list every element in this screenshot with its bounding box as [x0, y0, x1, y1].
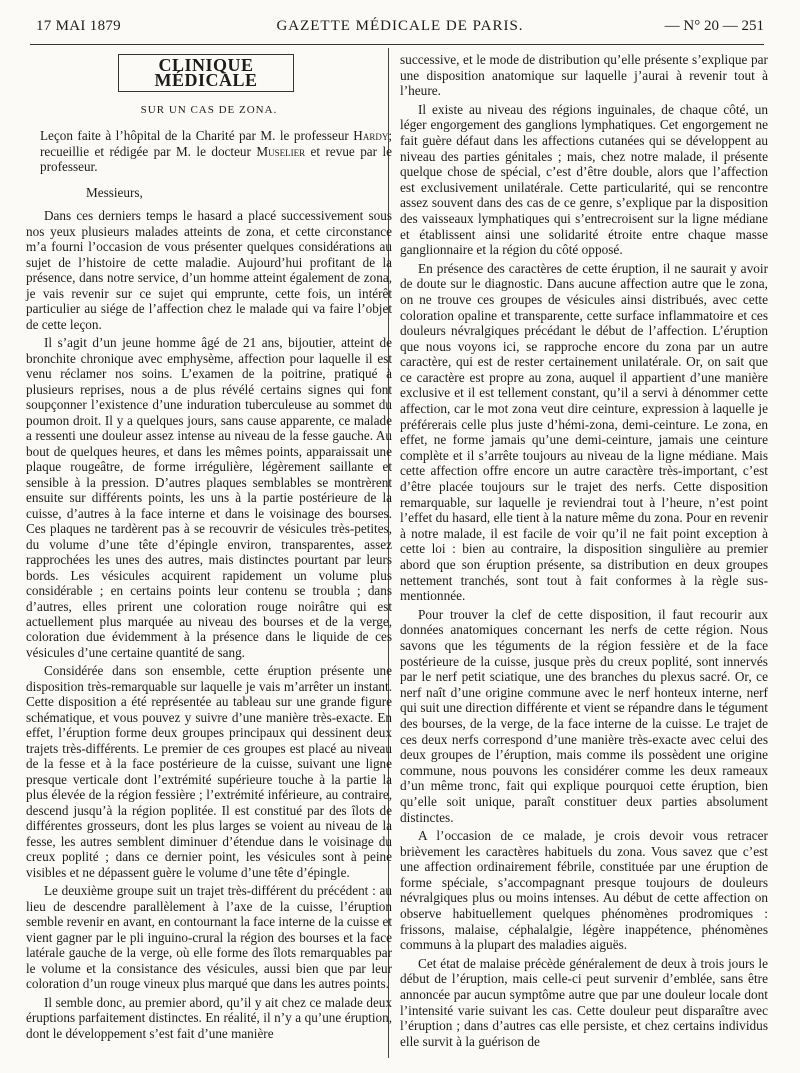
body-paragraph: Le deuxième groupe suit un trajet très-différent du précédent : au lieu de descendre parallèlement à l’axe de la cuisse, l’éruption semble revenir en avant, en contournant la face interne de la cuisse et vient gagner par le pli inguino-crural la région des bourses et la face latérale gauche de la verge, où elle forme des îlots remarquables par le volume et la consistance des vésicules, aussi bien que par leur coloration d’un rouge vineux plus marqué que dans les autres points.: [26, 883, 392, 992]
body-paragraph: Pour trouver la clef de cette disposition, il faut recourir aux données anatomiques concernant les nerfs de cette région. Nous savons que les téguments de la région fessière et de la face postérieure de la cuisse, jusque près du creux poplité, sont innervés par le nerf petit sciatique, une des branches du plexus sacré. Or, ce nerf naît d’une origine commune avec le nerf honteux interne, nerf qui suit une direction différente et vient se répandre dans le tégument des bourses, de la verge, de la face interne de la cuisse. Le trajet de ces deux nerfs correspond d’une manière très-exacte avec celui des deux groupes de l’éruption, mais comme ils possèdent une origine commune, nous pouvons les considérer comme les deux rameaux d’un même tronc, fait qui explique pourquoi cette éruption, bien qu’elle soit unique, paraît constituer deux parties absolument distinctes.: [400, 606, 768, 825]
article-subtitle: SUR UN CAS DE ZONA.: [140, 103, 278, 116]
journal-title: GAZETTE MÉDICALE DE PARIS.: [276, 18, 524, 34]
left-column: [26, 52, 392, 1044]
body-paragraph: Dans ces derniers temps le hasard a placé successivement sous nos yeux plusieurs malades atteints de zona, et cette circonstance m’a fourni l’occasion de vous présenter quelques considérations au sujet de l’histoire de cette maladie. Aujourd’hui profitant de la présence, dans notre service, d’un homme atteint également de zona, je vais revenir sur ce sujet qui emprunte, cette fois, un intérêt particulier au siége de l’affection chez le malade qui va faire l’objet de cette leçon.: [26, 208, 392, 332]
body-paragraph-continued: successive, et le mode de distribution qu’elle présente s’explique par une disposition anatomique sur laquelle j’aurai à revenir tout à l’heure.: [400, 52, 768, 99]
professor-name: Hardy: [353, 128, 389, 144]
running-header: [36, 18, 764, 42]
header-rule: [30, 44, 764, 45]
lecture-credit: [26, 128, 392, 174]
body-paragraph: Il existe au niveau des régions inguinales, de chaque côté, un léger engorgement des ganglions lymphatiques. Cet engorgement ne fait guère défaut dans les affections cutanées qui se développent au niveau des parties génitales ; mais, chez notre malade, il présente quelque chose de spécial, c’est d’être double, alors que l’affection est exclusivement unilatérale. Cette particularité, qui se rencontre assez souvent dans des cas de ce genre, s’explique par la disposition des vaisseaux lymphatiques qui s’entrecroisent sur la ligne médiane et établissent ainsi une solidarité étroite entre chaque masse ganglionnaire et la région du côté opposé.: [400, 101, 768, 258]
body-paragraph: Il s’agit d’un jeune homme âgé de 21 ans, bijoutier, atteint de bronchite chronique avec emphysème, affection pour laquelle il est venu réclamer nos soins. L’examen de la poitrine, pratiqué à plusieurs reprises, nous a de plus révélé certains signes qui font soupçonner l’existence d’une induration tuberculeuse au sommet du poumon droit. Il y a quelques jours, sans cause apparente, ce malade a ressenti une douleur assez intense au niveau de la fesse gauche. Au bout de quelques heures, et dans les mêmes points, apparaissait une plaque rougeâtre, de forme irrégulière, légèrement saillante et sensible à la pression. D’autres plaques semblables se montrèrent ensuite sur différents points, les uns à la partie postérieure de la cuisse, d’autres à la face interne et dans le voisinage des bourses. Ces plaques ne tardèrent pas à se recouvrir de vésicules très-petites, du volume d’une tête d’épingle environ, transparentes, assez rapprochées les unes des autres, mais distinctes pourtant par leurs bords. Les vésicules acquirent rapidement un volume plus considérable ; en certains points leur contenu se troubla ; dans d’autres, elles prirent une coloration rouge noirâtre qui est actuellement plus marquée au niveau des bourses et de la verge, coloration due évidemment à la présence dans le liquide de ces vésicules d’une certaine quantité de sang.: [26, 335, 392, 660]
body-paragraph: Cet état de malaise précède généralement de deux à trois jours le début de l’éruption, mais celle-ci peut survenir d’emblée, sans être annoncée par aucun symptôme autre que par une douleur locale dont l’intensité varie suivant les cas. Cette douleur peut disparaître avec l’éruption ; dans d’autres cas elle persiste, et chez certains individus elle survit à la guérison de: [400, 955, 768, 1049]
issue-date: 17 MAI 1879: [36, 18, 121, 34]
doctor-name: Muselier: [256, 143, 306, 159]
body-paragraph: En présence des caractères de cette éruption, il ne saurait y avoir de doute sur le diagnostic. Dans aucune affection autre que le zona, on ne trouve ces groupes de vésicules ainsi distribués, avec cette coloration opaline et transparente, cette surface inflammatoire et ces douleurs névralgiques précédant le début de l’affection. L’éruption que nous voyons ici, se rapproche encore du zona par un autre caractère, qui est de rester certainement unilatérale. Or, on sait que ce caractère est propre au zona, auquel il appartient d’une manière exclusive et il est tellement constant, qu’il a servi à dénommer cette affection, car le mot zona veut dire ceinture, expression à laquelle je préférerais celle plus juste d’hémi-zona, demi-ceinture. Le zona, en effet, ne forme jamais qu’une demi-ceinture, jamais une ceinture complète et il s’arrête toujours au niveau de la ligne médiane. Mais cette affection offre encore un autre caractère très-important, c’est d’être placée toujours sur le trajet des nerfs. Cette disposition remarquable, sur laquelle je reviendrai tout à l’heure, n’est point l’effet du hasard, elle tient à la nature même du zona. Pour en revenir à notre malade, il est facile de voir qu’il ne fait point exception à cette loi : bien au contraire, la disposition singulière au premier abord que son éruption présente, sa distribution en deux groupes nettement tranchés, sont tout à fait conformes à la règle sus-mentionnée.: [400, 260, 768, 604]
credit-text-1: Leçon faite à l’hôpital de la Charité par M. le professeur: [40, 128, 354, 144]
body-paragraph: A l’occasion de ce malade, je crois devoir vous retracer brièvement les caractères habituels du zona. Vous savez que c’est une affection ordinairement fébrile, constituée par une éruption de forme spéciale, s’accompagnant presque toujours de douleurs névralgiques plus ou moins intenses. Au début de cette affection on observe habituellement quelques phénomènes prodromiques : frissons, malaise, céphalalgie, légère inappétence, phénomènes communs à la plupart des maladies aiguës.: [400, 828, 768, 953]
right-column: [400, 52, 768, 1052]
issue-page-number: — N° 20 — 251: [664, 18, 764, 34]
body-paragraph: Il semble donc, au premier abord, qu’il y ait chez ce malade deux éruptions parfaitement distinctes. En réalité, il n’y a qu’une éruption, dont le développement s’est fait d’une manière: [26, 994, 392, 1041]
salutation: Messieurs,: [86, 184, 143, 200]
credit-text-3: et revue par le professeur.: [40, 143, 392, 175]
credit-text-2: ; recueillie et rédigée par M. le docteur: [40, 128, 392, 159]
body-paragraph: Considérée dans son ensemble, cette éruption présente une disposition très-remarquable sur laquelle je vais m’arrêter un instant. Cette disposition a été représentée au tableau sur une grande figure schématique, et vous pouvez y suivre d’une manière très-exacte. En effet, l’éruption forme deux groupes principaux qui dessinent deux trajets très-différents. Le premier de ces groupes est placé au niveau de la fesse et à la face postérieure de la cuisse, suivant une ligne presque verticale dont l’extrémité supérieure touche à la partie la plus élevée de la région fessière ; l’extrémité inférieure, au contraire, descend jusqu’à la région poplitée. Il est constitué par des îlots de différentes grosseurs, dont les plus larges se voient au niveau de la fesse, les autres semblent diminuer d’étendue dans le voisinage du creux poplité ; dans ce dernier point, les vésicules sont à peine visibles et ne dépassent guère le volume d’une tête d’épingle.: [26, 663, 392, 880]
section-title: CLINIQUE MÉDICALE: [118, 54, 294, 92]
